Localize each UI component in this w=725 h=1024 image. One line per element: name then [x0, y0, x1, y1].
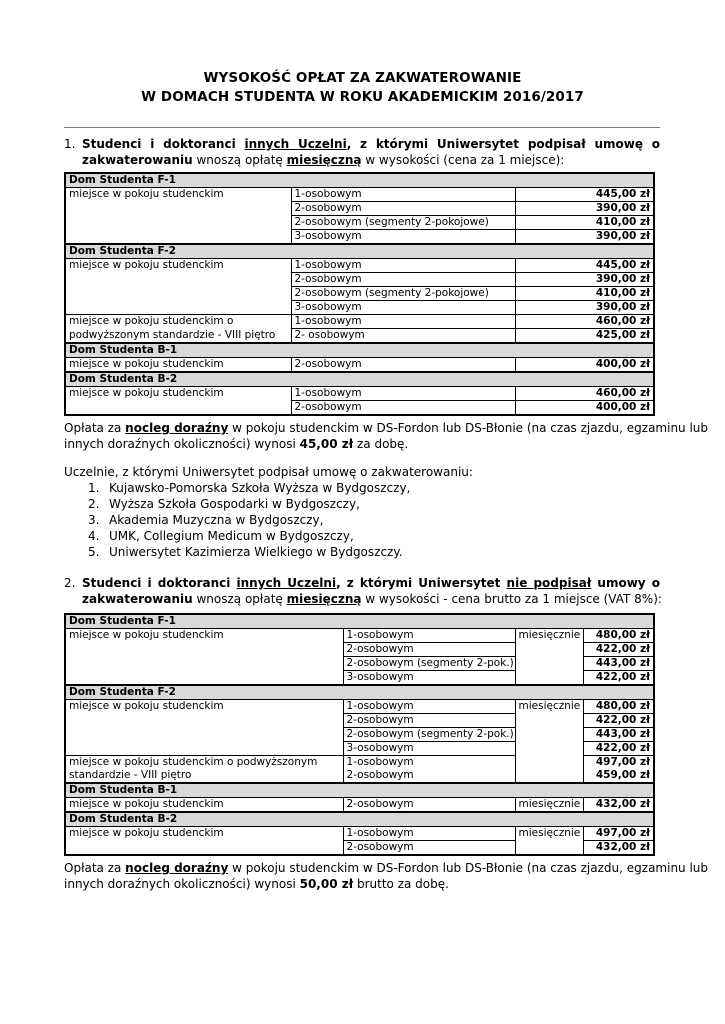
table-row — [65, 629, 654, 643]
table-header-row — [65, 244, 654, 259]
list-text: Akademia Muzyczna w Bydgoszczy, — [109, 513, 324, 527]
room-cell: 1-osobowym — [291, 315, 515, 329]
period-cell: miesięcznie — [515, 700, 583, 714]
universities-intro — [64, 464, 662, 480]
table-row — [65, 827, 654, 841]
section-2-note — [64, 860, 709, 892]
table-row — [65, 756, 654, 770]
place-cell: miejsce w pokoju studenckim — [65, 629, 343, 643]
list-item — [64, 496, 660, 512]
dorm-header: Dom Studenta F-1 — [65, 614, 654, 629]
note-line-1 — [64, 860, 709, 876]
price-cell: 400,00 zł — [515, 401, 654, 416]
price-cell: 460,00 zł — [515, 387, 654, 401]
s2-text-underlined: innych Uczelni — [236, 576, 337, 590]
price-cell: 432,00 zł — [583, 798, 654, 813]
place-cell — [65, 216, 291, 230]
room-cell: 2-osobowym — [291, 273, 515, 287]
period-cell — [515, 769, 583, 783]
place-cell — [65, 401, 291, 416]
room-cell: 3-osobowym — [343, 742, 515, 756]
s1-text: Studenci i doktoranci — [82, 137, 245, 151]
list-item — [64, 512, 660, 528]
dorm-header: Dom Studenta F-1 — [65, 173, 654, 188]
list-text: Wyższa Szkoła Gospodarki w Bydgoszczy, — [109, 497, 360, 511]
s2-text: Studenci i doktoranci — [82, 576, 237, 590]
price-cell: 390,00 zł — [515, 202, 654, 216]
room-cell: 1-osobowym — [291, 259, 515, 273]
price-cell: 497,00 zł — [583, 827, 654, 841]
universities-intro-text: Uczelnie, z którymi Uniwersytet podpisał umowę o zakwaterowaniu: — [64, 465, 473, 479]
price-cell: 390,00 zł — [515, 301, 654, 315]
price-cell: 410,00 zł — [515, 216, 654, 230]
s1-text: wnoszą opłatę — [192, 153, 287, 167]
room-cell: 2-osobowym — [291, 358, 515, 373]
list-number: 3. — [88, 513, 100, 527]
room-cell: 2-osobowym — [343, 841, 515, 856]
universities-list — [64, 480, 660, 560]
place-cell: miejsce w pokoju studenckim — [65, 827, 343, 841]
table-row — [65, 742, 654, 756]
table-header-row — [65, 372, 654, 387]
table-header-row — [65, 614, 654, 629]
note-price: 45,00 zł — [299, 437, 354, 451]
place-cell — [65, 714, 343, 728]
table-row — [65, 202, 654, 216]
place-cell — [65, 202, 291, 216]
room-cell: 1-osobowym — [291, 188, 515, 202]
table-row — [65, 301, 654, 315]
list-number: 1. — [88, 481, 100, 495]
price-cell: 400,00 zł — [515, 358, 654, 373]
room-cell: 2-osobowym (segmenty 2-pok.) — [343, 657, 515, 671]
place-cell — [65, 301, 291, 315]
table-row — [65, 230, 654, 245]
place-cell: miejsce w pokoju studenckim — [65, 798, 343, 813]
room-cell: 1-osobowym — [343, 629, 515, 643]
room-cell: 2- osobowym — [291, 329, 515, 344]
note-line-1 — [64, 420, 709, 436]
s2-text: , z którymi Uniwersytet — [336, 576, 507, 590]
list-number: 5. — [88, 545, 100, 559]
note-text-underlined: nocleg doraźny — [125, 861, 229, 875]
table-header-row — [65, 173, 654, 188]
s2-text: w wysokości - cena brutto za 1 miejsce (VAT 8%): — [361, 592, 662, 606]
period-cell — [515, 756, 583, 770]
fees-table-2 — [64, 613, 655, 856]
room-cell: 2-osobowym — [343, 643, 515, 657]
period-cell — [515, 841, 583, 856]
table-row — [65, 401, 654, 416]
room-cell: 2-osobowym (segmenty 2-pokojowe) — [291, 287, 515, 301]
dorm-header: Dom Studenta B-1 — [65, 343, 654, 358]
price-cell: 410,00 zł — [515, 287, 654, 301]
dorm-header: Dom Studenta B-2 — [65, 812, 654, 827]
dorm-header: Dom Studenta F-2 — [65, 685, 654, 700]
table-row — [65, 728, 654, 742]
price-cell: 422,00 zł — [583, 714, 654, 728]
table-row — [65, 358, 654, 373]
list-text: Kujawsko-Pomorska Szkoła Wyższa w Bydgoszczy, — [109, 481, 411, 495]
note-line-2 — [64, 876, 662, 892]
room-cell: 2-osobowym — [291, 401, 515, 416]
price-cell: 480,00 zł — [583, 700, 654, 714]
note-text: w pokoju studenckim w DS-Fordon lub DS-Błonie (na czas zjazdu, egzaminu lub — [228, 421, 709, 435]
room-cell: 1-osobowym — [291, 387, 515, 401]
table-header-row — [65, 812, 654, 827]
price-cell: 443,00 zł — [583, 728, 654, 742]
room-cell: 2-osobowym — [343, 769, 515, 783]
note-text: Opłata za — [64, 421, 126, 435]
dorm-header: Dom Studenta B-1 — [65, 783, 654, 798]
table-row — [65, 259, 654, 273]
period-cell: miesięcznie — [515, 629, 583, 643]
table-header-row — [65, 783, 654, 798]
table-row — [65, 700, 654, 714]
table-row — [65, 714, 654, 728]
note-price: 50,00 zł — [299, 877, 354, 891]
section-2-number: 2. — [64, 576, 76, 590]
table-row — [65, 315, 654, 329]
section-1-intro — [64, 136, 660, 168]
list-number: 2. — [88, 497, 100, 511]
price-cell: 422,00 zł — [583, 643, 654, 657]
table-row — [65, 769, 654, 783]
table-row — [65, 643, 654, 657]
room-cell: 1-osobowym — [343, 756, 515, 770]
room-cell: 2-osobowym — [343, 798, 515, 813]
room-cell: 2-osobowym — [291, 202, 515, 216]
place-cell — [65, 230, 291, 245]
s2-text: wnoszą opłatę — [192, 592, 287, 606]
note-text: za dobę. — [353, 437, 409, 451]
period-cell: miesięcznie — [515, 798, 583, 813]
price-cell: 459,00 zł — [583, 769, 654, 783]
period-cell — [515, 728, 583, 742]
place-cell — [65, 728, 343, 742]
table-row — [65, 287, 654, 301]
table-row — [65, 216, 654, 230]
room-cell: 1-osobowym — [343, 700, 515, 714]
s2-text-underlined: miesięczną — [286, 592, 362, 606]
price-cell: 445,00 zł — [515, 259, 654, 273]
price-cell: 422,00 zł — [583, 742, 654, 756]
place-cell — [65, 273, 291, 287]
list-item — [64, 528, 660, 544]
price-cell: 422,00 zł — [583, 671, 654, 686]
list-item — [64, 480, 660, 496]
room-cell: 3-osobowym — [343, 671, 515, 686]
price-cell: 390,00 zł — [515, 230, 654, 245]
table-row — [65, 671, 654, 686]
room-cell: 3-osobowym — [291, 301, 515, 315]
place-cell: standardzie - VIII piętro — [65, 769, 343, 783]
table-row — [65, 188, 654, 202]
note-text: innych doraźnych okoliczności) wynosi — [64, 877, 300, 891]
place-cell: miejsce w pokoju studenckim o — [65, 315, 291, 329]
section-1-number: 1. — [64, 137, 76, 151]
table-row — [65, 387, 654, 401]
room-cell: 2-osobowym (segmenty 2-pokojowe) — [291, 216, 515, 230]
list-item — [64, 544, 660, 560]
note-text: brutto za dobę. — [353, 877, 449, 891]
title-divider — [64, 127, 660, 128]
period-cell — [515, 657, 583, 671]
place-cell: miejsce w pokoju studenckim — [65, 700, 343, 714]
price-cell: 445,00 zł — [515, 188, 654, 202]
place-cell: miejsce w pokoju studenckim — [65, 358, 291, 373]
price-cell: 390,00 zł — [515, 273, 654, 287]
s1-text-underlined: miesięczną — [286, 153, 362, 167]
table-row — [65, 798, 654, 813]
room-cell: 1-osobowym — [343, 827, 515, 841]
place-cell: miejsce w pokoju studenckim — [65, 387, 291, 401]
list-text: Uniwersytet Kazimierza Wielkiego w Bydgoszczy. — [109, 545, 403, 559]
place-cell: miejsce w pokoju studenckim o podwyższonym — [65, 756, 343, 770]
place-cell — [65, 657, 343, 671]
s2-text: umowy o — [591, 576, 660, 590]
place-cell: miejsce w pokoju studenckim — [65, 188, 291, 202]
section-2-intro — [64, 575, 660, 607]
section-2-line-1 — [82, 575, 660, 591]
list-text: UMK, Collegium Medicum w Bydgoszczy, — [109, 529, 354, 543]
table-row — [65, 841, 654, 856]
note-text: innych doraźnych okoliczności) wynosi — [64, 437, 300, 451]
price-cell: 480,00 zł — [583, 629, 654, 643]
price-cell: 497,00 zł — [583, 756, 654, 770]
fees-table-1 — [64, 172, 655, 416]
place-cell — [65, 841, 343, 856]
place-cell: podwyższonym standardzie - VIII piętro — [65, 329, 291, 344]
price-cell: 443,00 zł — [583, 657, 654, 671]
section-1-note — [64, 420, 709, 452]
s1-text: , z którymi Uniwersytet podpisał umowę o — [346, 137, 660, 151]
note-line-2 — [64, 436, 662, 452]
section-2-line-2 — [82, 591, 660, 607]
period-cell — [515, 742, 583, 756]
s2-text-underlined: nie podpisał — [506, 576, 592, 590]
table-row — [65, 657, 654, 671]
s1-text-underlined: innych Uczelni — [244, 137, 347, 151]
table-row — [65, 329, 654, 344]
table-row — [65, 273, 654, 287]
place-cell — [65, 643, 343, 657]
place-cell — [65, 671, 343, 686]
period-cell — [515, 714, 583, 728]
place-cell — [65, 742, 343, 756]
list-number: 4. — [88, 529, 100, 543]
price-cell: 460,00 zł — [515, 315, 654, 329]
room-cell: 2-osobowym (segmenty 2-pok.) — [343, 728, 515, 742]
period-cell — [515, 671, 583, 686]
note-text: Opłata za — [64, 861, 126, 875]
title-line-2: W DOMACH STUDENTA W ROKU AKADEMICKIM 2016/2017 — [141, 89, 584, 105]
period-cell — [515, 643, 583, 657]
s1-text: zakwaterowaniu — [82, 153, 193, 167]
s2-text: zakwaterowaniu — [82, 592, 193, 606]
section-1-line-1 — [82, 136, 660, 152]
note-text: w pokoju studenckim w DS-Fordon lub DS-Błonie (na czas zjazdu, egzaminu lub — [228, 861, 709, 875]
note-text-underlined: nocleg doraźny — [125, 421, 229, 435]
period-cell: miesięcznie — [515, 827, 583, 841]
place-cell — [65, 287, 291, 301]
section-1-line-2 — [82, 152, 660, 168]
room-cell: 3-osobowym — [291, 230, 515, 245]
room-cell: 2-osobowym — [343, 714, 515, 728]
title-line-1: WYSOKOŚĆ OPŁAT ZA ZAKWATEROWANIE — [203, 70, 522, 86]
dorm-header: Dom Studenta B-2 — [65, 372, 654, 387]
s1-text: w wysokości (cena za 1 miejsce): — [361, 153, 565, 167]
dorm-header: Dom Studenta F-2 — [65, 244, 654, 259]
price-cell: 432,00 zł — [583, 841, 654, 856]
price-cell: 425,00 zł — [515, 329, 654, 344]
table-header-row — [65, 343, 654, 358]
table-header-row — [65, 685, 654, 700]
place-cell: miejsce w pokoju studenckim — [65, 259, 291, 273]
